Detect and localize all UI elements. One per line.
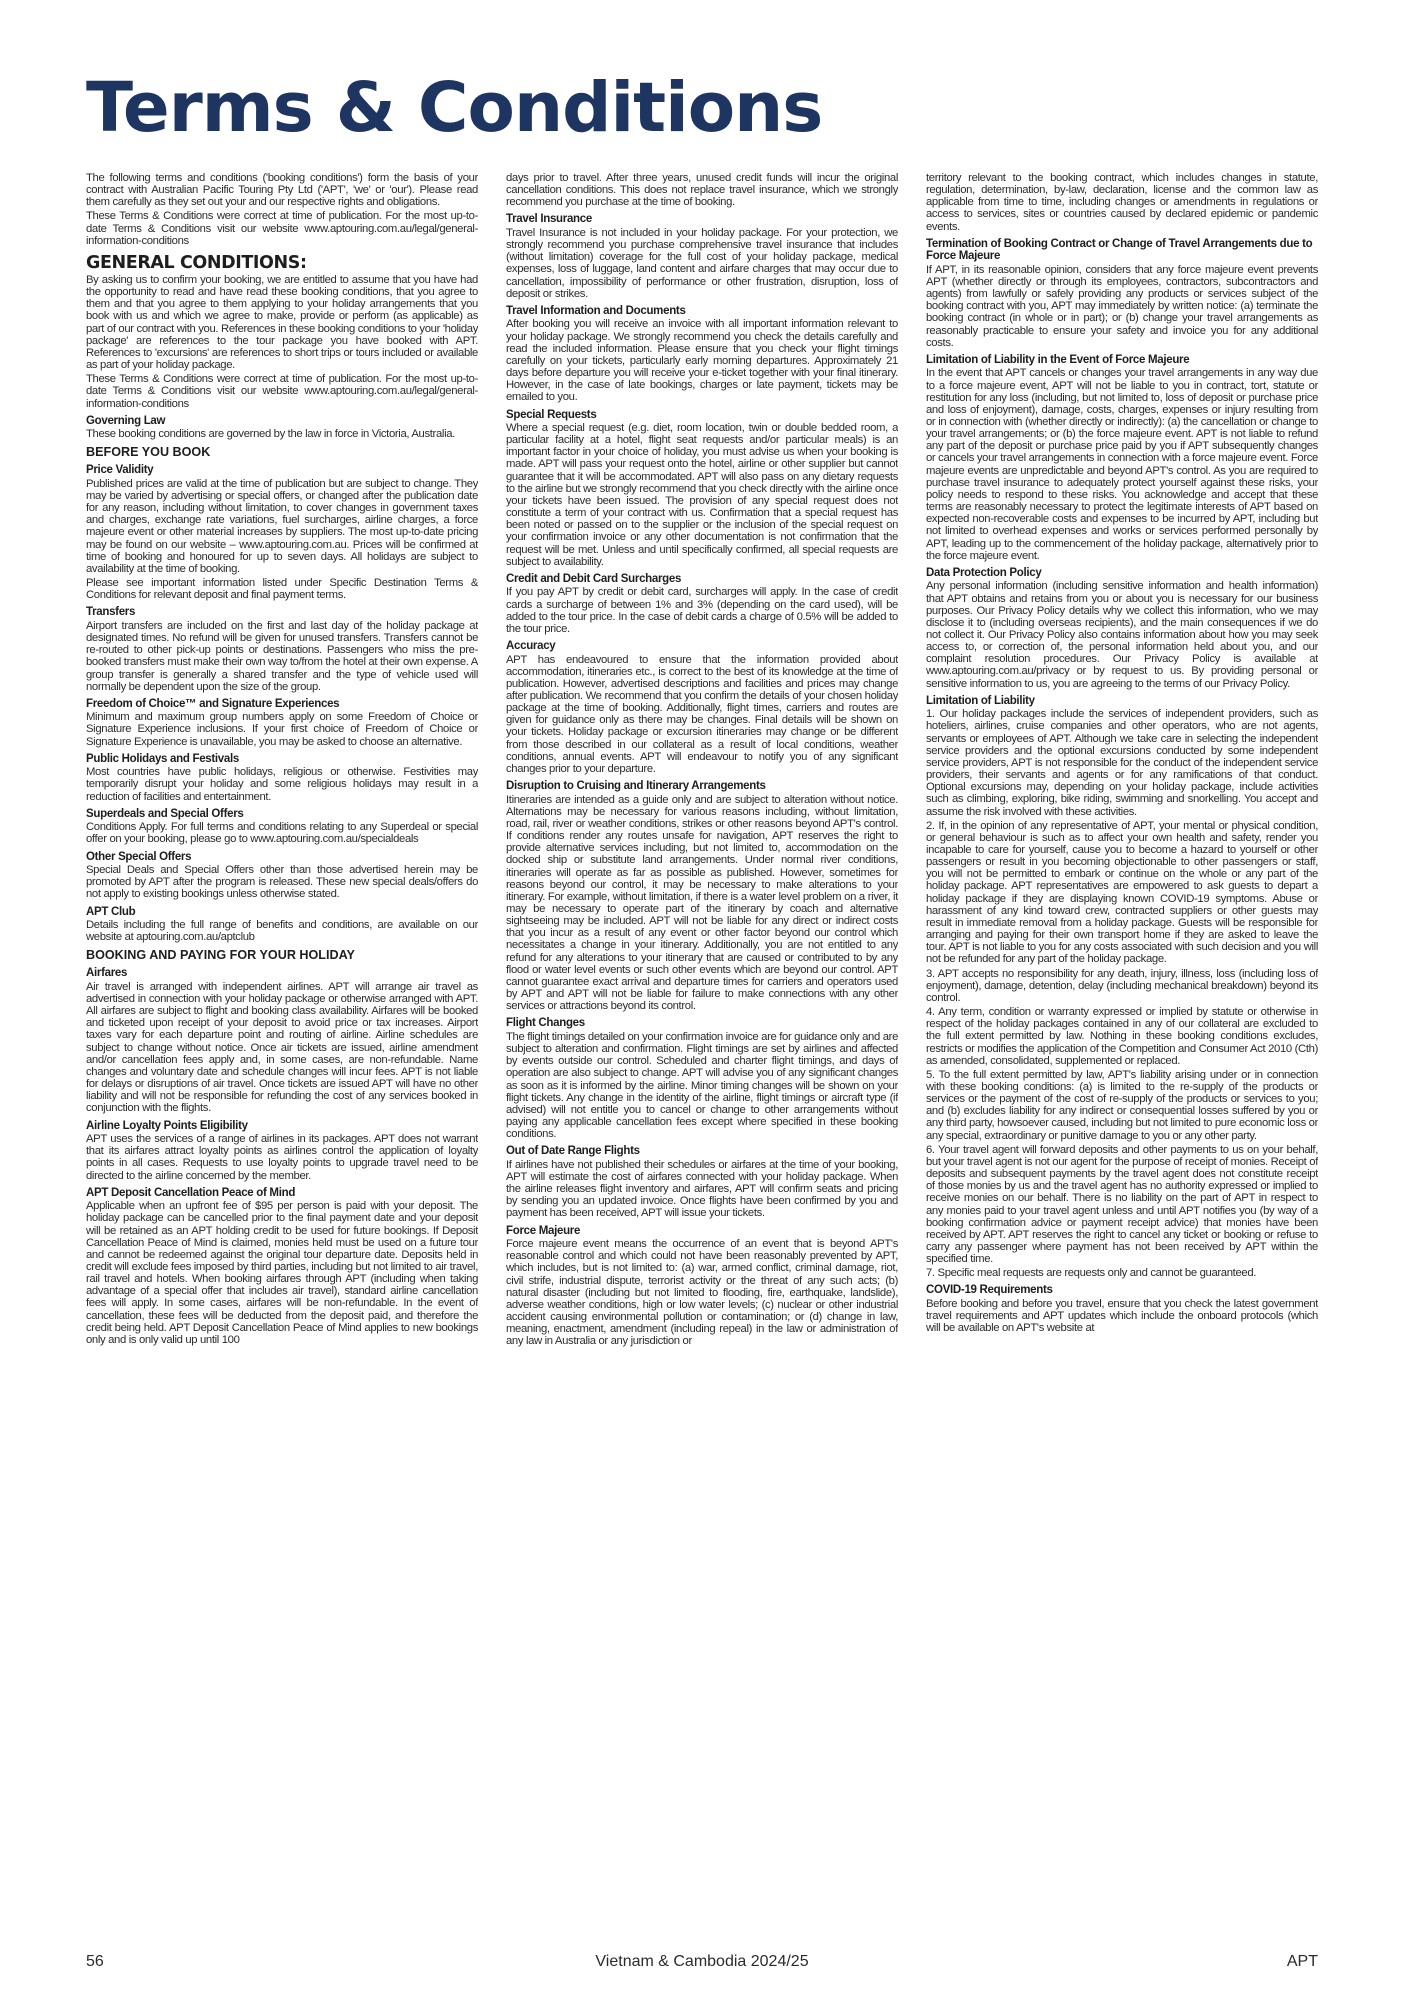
- paragraph: Special Deals and Special Offers other than those advertised herein may be promoted by APT after the program is released. These new special deals/offers do not apply to existing bookings unless otherwise stated.: [86, 864, 478, 901]
- page-footer: [86, 1953, 1318, 1975]
- paragraph: 7. Specific meal requests are requests only and cannot be guaranteed.: [926, 1267, 1257, 1280]
- paragraph: 3. APT accepts no responsibility for any death, injury, illness, loss (including loss of enjoyment), damage, detention, delay (including mechanical breakdown) beyond its control.: [926, 967, 1318, 1004]
- section-heading: BOOKING AND PAYING FOR YOUR HOLIDAY: [86, 948, 355, 963]
- section-special-requests: [506, 409, 898, 568]
- paragraph: 1. Our holiday packages include the services of independent providers, such as hoteliers, airlines, cruise companies and other operators, who are not agents, servants or employees of APT. Although we take care in selecting the independent service providers and the optional excursions conducted by some independent service providers, APT is not responsible for the conduct of the independent service providers, their servants and agents or for any ramifications of that conduct. Optional excursions may, depending on your holiday package, include activities such as climbing, exploring, bike riding, swimming and snorkelling. You accept and assume the risk involved with these activities.: [926, 708, 1318, 818]
- section-continued: [86, 172, 478, 247]
- subsection-heading: Public Holidays and Festivals: [86, 752, 239, 765]
- section-airfares: [86, 948, 478, 1114]
- subsection-heading: Termination of Booking Contract or Change of Travel Arrangements due to Force Majeure: [926, 237, 1313, 263]
- subsection-heading: Travel Information and Documents: [506, 304, 686, 317]
- paragraph: Where a special request (e.g. diet, room location, twin or double bedded room, a particular facility at a hotel, flight seat requests and/or particular meals) is an important factor in your choice of holiday, you must advise us when your booking is made. APT will pass your request onto the hotel, airline or other supplier but cannot guarantee that it will be accommodated. APT will also pass on any dietary requests to the airline but we strongly recommend that you check directly with the airline once your tickets have been issued. The provision of any special request does not constitute a term of your contract with us. Confirmation that a special request has been noted or passed on to the supplier or the inclusion of the special request on your confirmation invoice or any other documentation is not confirmation that the request will be met. Unless and until specifically confirmed, all special requests are subject to availability.: [506, 422, 898, 568]
- section-flight-changes: [506, 1017, 898, 1140]
- section-credit-and-debit-card-surcharges: [506, 573, 898, 635]
- section-public-holidays-and-festivals: [86, 753, 478, 803]
- paragraph: These booking conditions are governed by the law in force in Victoria, Australia.: [86, 428, 455, 441]
- subsection-heading: Price Validity: [86, 464, 154, 477]
- terms-columns: [86, 172, 1320, 1887]
- section-governing-law: [86, 415, 478, 441]
- paragraph: Please see important information listed under Specific Destination Terms & Conditions for relevant deposit and final payment terms.: [86, 577, 478, 602]
- section-airline-loyalty-points-eligibility: [86, 1120, 478, 1182]
- section-apt-club: [86, 906, 478, 944]
- subsection-heading: Travel Insurance: [506, 213, 592, 226]
- paragraph: APT has endeavoured to ensure that the information provided about accommodation, itineraries etc., is correct to the best of its knowledge at the time of publication. However, advertised descriptions and facilities and prices may change after publication. We recommend that you confirm the details of your chosen holiday package at the time of booking. Additionally, flight times, carriers and routes are given for guidance only as there may be changes. Final details will be shown on your tickets. Holiday package or excursion itineraries may change or be different from those described in our collateral as a result of local conditions, weather conditions, annual events. APT will endeavour to notify you of any significant changes prior to your departure.: [506, 653, 898, 775]
- subsection-heading: Transfers: [86, 606, 136, 619]
- paragraph: 4. Any term, condition or warranty expressed or implied by statute or otherwise in respect of the holiday packages contained in any of our collateral are excluded to the full extent permitted by law. Nothing in these booking conditions excludes, restricts or modifies the application of the Competition and Consumer Act 2010 (Cth) as amended, consolidated, supplemented or replaced.: [926, 1006, 1318, 1067]
- paragraph: Itineraries are intended as a guide only and are subject to alteration without notice. Alternations may be necessary for various reasons including, without limitation, road, rail, river or weather conditions, strikes or other reasons beyond APT's control. If conditions render any routes unsafe for navigation, APT reserves the right to provide alternative services including, but not limited to, accommodation on the docked ship or substitute land arrangements. Under normal river conditions, itineraries will operate as far as possible as published. However, sometimes for reasons beyond our control, it may be necessary to make alterations to your itinerary. For example, without limitation, if there is a water level problem on a river, it may be necessary to operate part of the itinerary by coach and alternative sightseeing may be included. APT will not be liable for any direct or indirect costs that you incur as a result of any event or other factor beyond our control which necessitates a change in your itinerary. Additionally, you are not entitled to any refund for any alterations to your itinerary that are caused or contributed to by any flood or water level events or such other events which are beyond our control. APT cannot guarantee exact arrival and departure times for carriers and operators used by APT and APT will not be liable for failure to make connections with any other services or attractions beyond its control.: [506, 793, 898, 1013]
- paragraph: 2. If, in the opinion of any representative of APT, your mental or physical condition, or general behaviour is such as to affect your own health and safety, render you incapable to care for yourself, cause you to become a hazard to yourself or other passengers or result in you becoming objectionable to other passengers or staff, you will not be permitted to embark or continue on the whole or any part of the holiday package. APT representatives are empowered to ask guests to depart a holiday package if they are displaying known COVID-19 symptoms. Abuse or harassment of any kind toward crew, contracted suppliers or other guests may result in immediate removal from a holiday package. Guests will be responsible for arranging and paying for their own transport home if they are asked to leave the tour. APT is not liable to you for any costs associated with such decision and you will not be refunded for any part of the holiday package.: [926, 819, 1318, 966]
- section-accuracy: [506, 640, 898, 775]
- paragraph: days prior to travel. After three years, unused credit funds will incur the original cancellation conditions. This does not replace travel insurance, which we strongly recommend you purchase at the time of booking.: [506, 172, 898, 209]
- paragraph: By asking us to confirm your booking, we are entitled to assume that you have had the opportunity to read and have read these booking conditions, that you agree to them and that you agree to them applying to your holiday arrangements that you book with us and which we agree to make, provide or perform (as applicable) as part of our contract with you. References in these booking conditions to your 'holiday package' are references to the tour package you have booked with APT. References to 'excursions' are references to short trips or tours included or available as part of your holiday package.: [86, 273, 478, 372]
- subsection-heading: Accuracy: [506, 640, 556, 652]
- paragraph: Airport transfers are included on the first and last day of the holiday package at designated times. No refund will be given for unused transfers. Transfers cannot be re-routed to other pick-up points or destinations. Passengers who miss the pre-booked transfers must make their own way to/from the hotel at their own expense. A group transfer is generally a shared transfer and the type of vehicle used will normally be dependent upon the size of the group.: [86, 619, 478, 693]
- section-heading: BEFORE YOU BOOK: [86, 445, 211, 460]
- paragraph: The following terms and conditions ('booking conditions') form the basis of your contract with Australian Pacific Touring Pty Ltd ('APT', 'we' or 'our'). Please read them carefully as they set out your and our respective rights and obligations.: [86, 172, 478, 209]
- subsection-heading: Data Protection Policy: [926, 566, 1042, 579]
- subsection-heading: Superdeals and Special Offers: [86, 807, 244, 820]
- subsection-heading: Airfares: [86, 967, 128, 980]
- section-other-special-offers: [86, 851, 478, 901]
- section-data-protection-policy: [926, 567, 1318, 690]
- paragraph: Applicable when an upfront fee of $95 per person is paid with your deposit. The holiday package can be cancelled prior to the final payment date and your deposit will be retained as an APT holding credit to be used for future bookings. If Deposit Cancellation Peace of Mind is claimed, monies held must be used on a future tour and cannot be redeemed against the original tour departure date. Deposits held in credit will exclude fees imposed by third parties, including but not limited to air travel, rail travel and hotels. When booking airfares through APT (including when taking advantage of a special offer that includes air travel), standard airline cancellation fees will apply. In some cases, airfares will be non-refundable. In the event of cancellation, these fees will be deducted from the deposit paid, and therefore the credit being held. APT Deposit Cancellation Peace of Mind applies to new bookings only and is only valid up until 100: [86, 1200, 478, 1346]
- section-out-of-date-range-flights: [506, 1145, 898, 1219]
- paragraph: Most countries have public holidays, religious or otherwise. Festivities may temporarily disrupt your holiday and some religious holidays may result in a reduction of facilities and entertainment.: [86, 766, 478, 803]
- page-number: 56: [86, 1953, 104, 1970]
- subsection-heading: Special Requests: [506, 408, 597, 421]
- subsection-heading: Governing Law: [86, 414, 166, 427]
- section-superdeals-and-special-offers: [86, 808, 478, 846]
- section-apt-deposit-cancellation-peace-of-mind: [86, 1187, 478, 1346]
- section-force-majeure: [506, 1225, 898, 1348]
- subsection-heading: Force Majeure: [506, 1224, 581, 1237]
- paragraph: Force majeure event means the occurrence of an event that is beyond APT's reasonable control and which could not have been reasonably prevented by APT, which includes, but is not limited to: (a) war, armed conflict, criminal damage, riot, civil strife, industrial dispute, terrorist activity or the threat of any such acts; (b) natural disaster (including but not limited to flooding, fire, earthquake, landslide), adverse weather conditions, high or low water levels; (c) nuclear or other industrial accident causing environmental pollution or contamination; or (d) change in law, meaning, enactment, amendment (including repeal) in the law or administration of any law in Australia or any jurisdiction or: [506, 1238, 898, 1348]
- paragraph: Published prices are valid at the time of publication but are subject to change. They may be varied by advertising or special offers, or changed after the publication date for any reason, including without limitation, to cover changes in government taxes and charges, exchange rate variations, fuel surcharges, airline charges, a force majeure event or other material increases by suppliers. The most up-to-date pricing may be found on our website – www.aptouring.com.au. Prices will be confirmed at time of booking and honoured for up to seven days. All holidays are subject to availability at the time of booking.: [86, 477, 478, 575]
- section-travel-information-and-documents: [506, 305, 898, 404]
- subsection-heading: Disruption to Cruising and Itinerary Arrangements: [506, 780, 766, 793]
- page-title: Terms & Conditions: [86, 68, 823, 148]
- section-limitation-of-liability-in-the-event-of-: [926, 354, 1318, 562]
- paragraph: These Terms & Conditions were correct at time of publication. For the most up-to-date Terms & Conditions visit our website www.aptouring.com.au/legal/general-information-conditions: [86, 210, 478, 247]
- subsection-heading: COVID-19 Requirements: [926, 1284, 1053, 1297]
- paragraph: Minimum and maximum group numbers apply on some Freedom of Choice or Signature Experience inclusions. If your first choice of Freedom of Choice or Signature Experience is unavailable, you may be asked to choose an alternative.: [86, 711, 478, 748]
- paragraph: Travel Insurance is not included in your holiday package. For your protection, we strongly recommend you purchase comprehensive travel insurance that includes (without limitation) coverage for the full cost of your holiday package, medical expenses, loss of luggage, land content and airfare charges that may occur due to cancellation, impossibility of performance or other frustration, disruption, loss of deposit or strikes.: [506, 226, 898, 300]
- paragraph: The flight timings detailed on your confirmation invoice are for guidance only and are subject to alteration and confirmation. Flight timings are set by airlines and affected by events outside our control. Scheduled and charter flight timings, and days of operation are also subject to change. APT will advise you of any significant changes as soon as it is informed by the airline. Minor timing changes will be shown on your flight tickets. Any change in the identity of the airline, flight timings or aircraft type (if advised) will not entitle you to cancel or change to other arrangements without paying any applicable cancellation fees except where specified in these booking conditions.: [506, 1030, 898, 1141]
- section-travel-insurance: [506, 213, 898, 299]
- subsection-heading: Flight Changes: [506, 1017, 585, 1030]
- text-column-2: [506, 172, 898, 1887]
- subsection-heading: APT Deposit Cancellation Peace of Mind: [86, 1186, 296, 1199]
- subsection-heading: APT Club: [86, 905, 136, 918]
- section-termination-of-booking-contract-or-chang: [926, 238, 1318, 349]
- paragraph: If APT, in its reasonable opinion, considers that any force majeure event prevents APT (whether directly or through its employees, contractors, subcontractors and agents) from lawfully or safely providing any products or services subject of the booking contract with you, APT may immediately by written notice: (a) terminate the booking contract (in whole or in part); or (b) change your travel arrangements as reasonably practicable to ensure your safety and invoice you for any additional costs.: [926, 263, 1318, 349]
- section-limitation-of-liability: [926, 695, 1318, 1280]
- section-freedom-of-choice-and-signature-experien: [86, 698, 478, 748]
- subsection-heading: Other Special Offers: [86, 850, 192, 863]
- subsection-heading: Out of Date Range Flights: [506, 1145, 640, 1158]
- paragraph: In the event that APT cancels or changes your travel arrangements in any way due to a force majeure event, APT will not be liable to you in contract, tort, statute or restitution for any loss (including, but not limited to, loss of deposit or purchase price and loss of enjoyment), damage, costs, charges, expenses or injury resulting from or in connection with (whether directly or indirectly): (a) the cancellation or change to your travel arrangements; or (b) the force majeure event. APT is not liable to refund any part of the deposit or purchase price paid by you if APT subsequently changes or cancels your travel arrangements in connection with a force majeure event. Force majeure events are unpredictable and beyond APT's control. As you are required to purchase travel insurance to adequately protect yourself against these risks, your policy needs to respond to these risks. You acknowledge and accept that these terms are reasonably necessary to protect the legitimate interests of APT based on expected non-recoverable costs and expenses to be incurred by APT, including but not limited to overhead expenses and works or services performed personally by APT, leading up to the commencement of the holiday package, alternatively prior to the force majeure event.: [926, 367, 1318, 562]
- paragraph: After booking you will receive an invoice with all important information relevant to your holiday package. We strongly recommend you check the details carefully and read the included information. Please ensure that you check your flight timings carefully on your tickets, particularly early morning departures. Approximately 21 days before departure you will receive your e-ticket together with your final itinerary. However, in the case of late bookings, charges or late payment, tickets may be emailed to you.: [506, 318, 898, 404]
- section-transfers: [86, 606, 478, 692]
- paragraph: Before booking and before you travel, ensure that you check the latest government travel requirements and APT updates which include the onboard protocols (which will be available on APT's website at: [926, 1297, 1318, 1335]
- paragraph: APT uses the services of a range of airlines in its packages. APT does not warrant that its airfares attract loyalty points as airlines control the application of loyalty points in all cases. Requests to use loyalty points to upgrade travel need to be directed to the airline concerned by the member.: [86, 1133, 478, 1182]
- paragraph: If airlines have not published their schedules or airfares at the time of your booking, APT will estimate the cost of airfares connected with your holiday package. When the airline releases flight inventory and airfares, APT will confirm seats and pricing by sending you an updated invoice. Once flights have been confirmed by you and payment has been received, APT will issue your tickets.: [506, 1158, 898, 1220]
- brand-name: APT: [1286, 1953, 1318, 1970]
- section-covid-19-requirements: [926, 1284, 1318, 1334]
- text-column-1: [86, 172, 478, 1887]
- paragraph: Details including the full range of benefits and conditions, are available on our website at aptouring.com.au/aptclub: [86, 919, 478, 944]
- subsection-heading: Credit and Debit Card Surcharges: [506, 572, 682, 585]
- paragraph: 5. To the full extent permitted by law, APT's liability arising under or in connection with these booking conditions: (a) is limited to the re-supply of the products or services or the payment of the cost of re-supply of the products or services to you; and (b) excludes liability for any indirect or consequential losses suffered by you or any third party, howsoever caused, including but not limited to pure economic loss or any special, extraordinary or punitive damage to you or any other party.: [926, 1068, 1318, 1142]
- section-continued: [506, 172, 898, 208]
- section-disruption-to-cruising-and-itinerary-arr: [506, 780, 898, 1012]
- section-general-conditions: [86, 253, 478, 410]
- publication-title: Vietnam & Cambodia 2024/25: [595, 1953, 809, 1970]
- paragraph: These Terms & Conditions were correct at time of publication. For the most up-to-date Terms & Conditions visit our website www.aptouring.com.au/legal/general-information-conditions: [86, 373, 478, 410]
- section-price-validity: [86, 445, 478, 601]
- subsection-heading: Freedom of Choice™ and Signature Experiences: [86, 697, 340, 710]
- subsection-heading: Limitation of Liability in the Event of Force Majeure: [926, 353, 1190, 366]
- paragraph: territory relevant to the booking contract, which includes changes in statute, regulation, determination, by-law, declaration, license and the common law as applicable from time to time, including changes or amendments in regulations or access to services, sites or countries caused by declared epidemic or pandemic events.: [926, 172, 1318, 233]
- paragraph: Any personal information (including sensitive information and health information) that APT obtains and retains from you or about you is necessary for our business purposes. Our Privacy Policy details why we collect this information, who we may disclose it to (including overseas recipients), and the main consequences if we do not collect it. Our Privacy Policy also contains information about how you may seek access to, or correction of, the personal information held about you, and our complaint resolution procedures. Our Privacy Policy is available at www.aptouring.com.au/privacy or by request to us. By providing personal or sensitive information to us, you are agreeing to the terms of our Privacy Policy.: [926, 580, 1318, 690]
- paragraph: If you pay APT by credit or debit card, surcharges will apply. In the case of credit cards a surcharge of between 1% and 3% (depending on the card used), will be added to the tour price. In the case of debit cards a charge of 0.5% will be added to the tour price.: [506, 586, 898, 635]
- subsection-heading: Airline Loyalty Points Eligibility: [86, 1119, 248, 1132]
- section-heading: GENERAL CONDITIONS:: [86, 252, 307, 273]
- subsection-heading: Limitation of Liability: [926, 694, 1035, 707]
- section-continued: [926, 172, 1318, 233]
- paragraph: 6. Your travel agent will forward deposits and other payments to us on your behalf, but your travel agent is not our agent for the purpose of receipt of monies. Receipt of deposits and subsequent payments by the travel agent does not constitute receipt of those monies by us and the travel agent has no authority expressed or implied to receive monies on our behalf. There is no liability on the part of APT in respect to any monies paid to your travel agent unless and until APT notifies you (by way of a booking confirmation advice or payment receipt advice) that monies have been received by APT. APT reserves the right to cancel any ticket or booking or refuse to carry any passenger where payment has not been received by APT within the specified time.: [926, 1143, 1318, 1266]
- paragraph: Conditions Apply. For full terms and conditions relating to any Superdeal or special offer on your booking, please go to www.aptouring.com.au/specialdeals: [86, 821, 478, 846]
- paragraph: Air travel is arranged with independent airlines. APT will arrange air travel as advertised in connection with your holiday package or otherwise arranged with APT. All airfares are subject to flight and booking class availability. Airfares will be booked and ticketed upon receipt of your deposit to avoid price or tax increases. Airport taxes vary for each departure point and routing of airline. Airline schedules are subject to change without notice. Once air tickets are issued, airline amendment and/or cancellation fees apply and, in some cases, are non-refundable. Name changes and voluntary date and schedule changes will incur fees. APT is not liable for delays or disruptions of air travel. Once tickets are issued APT will have no other liability and will not be responsible for refunding the cost of any services booked in conjunction with the flights.: [86, 980, 478, 1115]
- text-column-3: [926, 172, 1318, 1887]
